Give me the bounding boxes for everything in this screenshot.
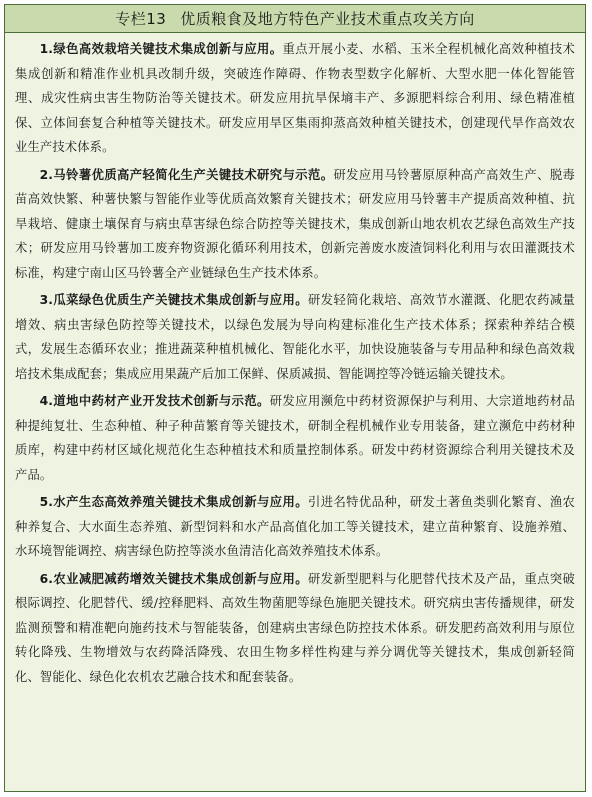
box-title-bar [5, 5, 585, 33]
section-body: 研发应用马铃薯原原种高产高效生产、脱毒苗高效快繁、种薯快繁与智能作业等优质高效繁育关键技术；研发应用马铃薯丰产提质高效种植、抗旱栽培、健康土壤保育与病虫草害绿色综合防控等关键技术，集成创新山地农机农艺绿色高效生产技术；研发应用马铃薯加工废弃物资源化循环利用技术，创新完善废水废渣饲料化利用与农田灌溉技术标准，构建宁南山区马铃薯全产业链绿色生产技术体系。 [15, 167, 575, 280]
section-body: 研发新型肥料与化肥替代技术及产品，重点突破根际调控、化肥替代、缓/控释肥料、高效生物菌肥等绿色施肥关键技术。研究病虫害传播规律，研发监测预警和精准靶向施药技术与智能装备，创建病虫害绿色防控技术体系。研发肥药高效利用与原位转化降残、生物增效与农药降活降残、农田生物多样性构建与养分调优等关键技术，集成创新轻简化、智能化、绿色化农机农艺融合技术和配套装备。 [15, 571, 576, 684]
section-body: 研发应用濒危中药材资源保护与利用、大宗道地药材品种提纯复壮、生态种植、种子种苗繁育等关键技术，研制全程机械作业专用装备，建立濒危中药材种质库，构建中药材区域化规范化生态种植技术和质量控制体系。研发中药材资源综合利用关键技术及产品。 [15, 394, 575, 482]
section-lead: 5.水产生态高效养殖关键技术集成创新与应用。 [39, 495, 308, 509]
section-paragraph [15, 490, 575, 564]
section-paragraph [15, 567, 575, 690]
section-body: 引进名特优品种，研发土著鱼类驯化繁育、渔农种养复合、大水面生态养殖、新型饲料和水产品高值化加工等关键技术，建立苗种繁育、设施养殖、水环境智能调控、病害绿色防控等淡水鱼清洁化高效养殖技术体系。 [15, 495, 576, 558]
section-paragraph [15, 37, 575, 160]
section-body: 重点开展小麦、水稻、玉米全程机械化高效种植技术集成创新和精准作业机具改制升级，突破连作障碍、作物表型数字化解析、大型水肥一体化智能管理、成灾性病虫害生物防治等关键技术。研发应用抗旱保墒丰产、多源肥料综合利用、绿色精准植保、立体间套复合种植等关键技术。研发应用旱区集雨抑蒸高效种植关键技术，创建现代旱作高效农业生产技术体系。 [15, 42, 576, 154]
section-paragraph [15, 288, 575, 386]
section-lead: 2.马铃薯优质高产轻简化生产关键技术研究与示范。 [39, 167, 334, 182]
box-title [115, 8, 475, 29]
section-body: 研发轻简化栽培、高效节水灌溉、化肥农药减量增效、病虫害绿色防控等关键技术，以绿色发展为导向构建标准化生产技术体系；探索种养结合模式，发展生态循环农业；推进蔬菜种植机械化、智能化水平，加快设施装备与专用品种和绿色高效栽培技术集成配套；集成应用果蔬产后加工保鲜、保质减损、智能调控等冷链运输关键技术。 [15, 293, 576, 381]
section-lead: 1.绿色高效栽培关键技术集成创新与应用。 [39, 42, 283, 56]
section-lead: 3.瓜菜绿色优质生产关键技术集成创新与应用。 [39, 293, 308, 307]
section-paragraph [15, 389, 575, 487]
box-label: 专栏13 [115, 10, 167, 28]
section-lead: 4.道地中药材产业开发技术创新与示范。 [39, 394, 270, 408]
box-content [5, 33, 585, 689]
section-lead: 6.农业减肥减药增效关键技术集成创新与应用。 [39, 571, 308, 586]
box-heading: 优质粮食及地方特色产业技术重点攻关方向 [180, 10, 475, 28]
feature-box [4, 4, 586, 792]
section-paragraph [15, 163, 575, 286]
